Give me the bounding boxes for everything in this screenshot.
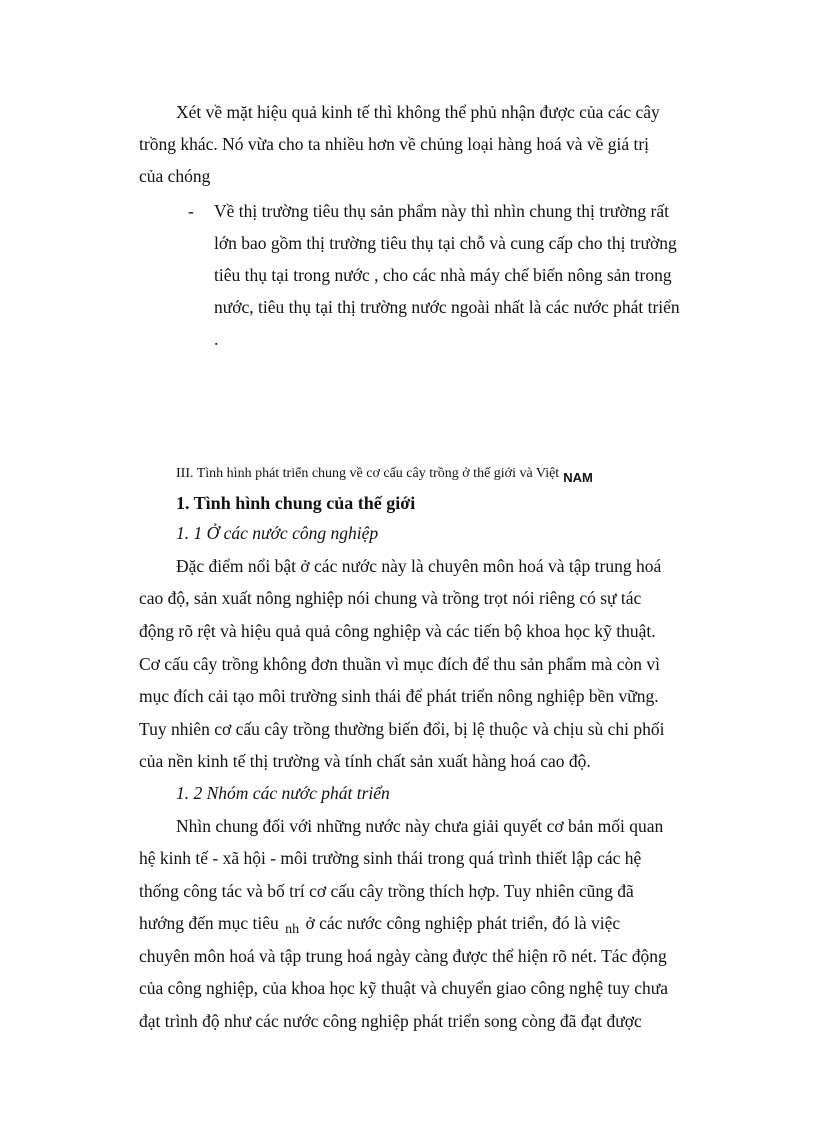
sub1-line-6: Tuy nhiên cơ cấu cây trồng thường biến đổi, bị lệ thuộc và chịu sù chi phối xyxy=(139,719,665,739)
para1-line-2: trồng khác. Nó vừa cho ta nhiều hơn về chủng loại hàng hoá và về giá trị xyxy=(139,134,650,154)
sub1-line-5: mục đích cải tạo môi trường sinh thái để phát triển nông nghiệp bền vững. xyxy=(139,686,659,706)
sub2-line-4 xyxy=(139,912,620,937)
heading-1: 1. Tình hình chung của thế giới xyxy=(176,493,416,513)
section-3-title: III. Tình hình phát triển chung về cơ cấu cây trồng ở thế giới và Việt xyxy=(176,466,560,481)
bullet-line-5: . xyxy=(214,329,219,349)
sub2-line-7: đạt trình độ như các nước công nghiệp phát triển song còng đã đạt được xyxy=(139,1011,642,1031)
sub1-line-1: Đặc điểm nổi bật ở các nước này là chuyên môn hoá và tập trung hoá xyxy=(176,556,662,576)
bullet-line-4: nước, tiêu thụ tại thị trường nước ngoài nhất là các nước phát triển xyxy=(214,297,680,317)
section-3-title-suffix: NAM xyxy=(563,470,593,485)
sub2-line-3: thống công tác và bố trí cơ cấu cây trồng thích hợp. Tuy nhiên cũng đã xyxy=(139,881,634,901)
para1-line-3: của chóng xyxy=(139,166,211,186)
sub1-line-2: cao độ, sản xuất nông nghiệp nói chung và trồng trọt nói riêng có sự tác xyxy=(139,588,642,608)
sub2-line-4-part-a: hướng đến mục tiêu xyxy=(139,913,279,933)
para1-line-1: Xét về mặt hiệu quả kinh tế thì không thể phủ nhận được của các cây xyxy=(176,102,660,122)
sub2-line-1: Nhìn chung đối với những nước này chưa giải quyết cơ bản mối quan xyxy=(176,816,664,836)
bullet-line-3: tiêu thụ tại trong nước , cho các nhà máy chế biến nông sản trong xyxy=(214,265,672,285)
bullet-line-1: Về thị trường tiêu thụ sản phẩm này thì nhìn chung thị trường rất xyxy=(214,201,669,221)
bullet-marker: - xyxy=(188,201,194,221)
bullet-line-2: lớn bao gồm thị trường tiêu thụ tại chỗ và cung cấp cho thị trường xyxy=(214,233,677,253)
sub2-line-6: của công nghiệp, của khoa học kỹ thuật và chuyển giao công nghệ tuy chưa xyxy=(139,978,668,998)
subheading-1-1: 1. 1 Ở các nước công nghiệp xyxy=(176,523,379,543)
sub2-line-4-nh: nh xyxy=(285,922,300,937)
sub1-line-4: Cơ cấu cây trồng không đơn thuần vì mục đích để thu sản phẩm mà còn vì xyxy=(139,654,661,674)
sub1-line-3: động rõ rệt và hiệu quả quả công nghiệp và các tiến bộ khoa học kỹ thuật. xyxy=(139,621,656,641)
sub2-line-4-part-b: ở các nước công nghiệp phát triển, đó là việc xyxy=(305,913,621,933)
sub1-line-7: của nền kinh tế thị trường và tính chất sản xuất hàng hoá cao độ. xyxy=(139,751,591,771)
subheading-1-2: 1. 2 Nhóm các nước phát triển xyxy=(176,783,390,803)
sub2-line-2: hệ kinh tế - xã hội - môi trường sinh thái trong quá trình thiết lập các hệ xyxy=(139,848,642,868)
sub2-line-5: chuyên môn hoá và tập trung hoá ngày càng được thể hiện rõ nét. Tác động xyxy=(139,946,667,966)
section-3-heading xyxy=(176,462,593,485)
